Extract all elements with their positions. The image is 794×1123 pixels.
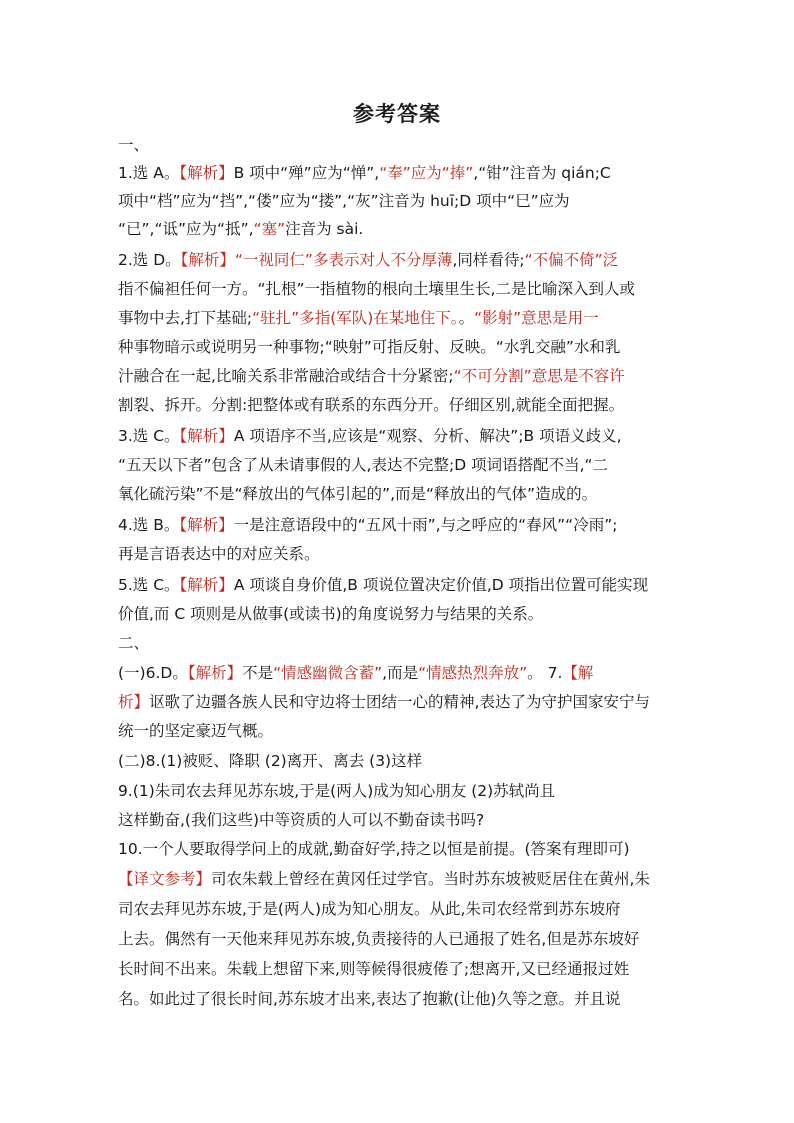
highlight-text: “情感幽微含蓄” [273,664,383,682]
text-line [118,601,693,627]
text-line [118,807,693,833]
text-segment: 二、 [118,634,150,652]
text-segment: 事物中去,打下基础; [118,309,253,327]
text-line [118,689,693,715]
text-segment: 2.选 D。 [118,251,181,269]
text-segment: 氧化硫污染”不是“释放出的气体引起的”,而是“释放出的气体”造成的。 [118,485,598,503]
text-segment: 割裂、拆开。分割:把整体或有联系的东西分开。仔细区别,就能全面把握。 [118,396,625,414]
text-line [118,334,693,360]
text-line [118,452,693,478]
highlight-text: “塞” [253,220,286,238]
highlight-text: “奉”应为“捧” [379,164,474,182]
highlight-text: “不可分割”意思是不容许 [453,367,625,385]
highlight-text: 【解析】 [187,664,243,682]
text-segment: “已”,“诋”应为“抵”, [118,220,254,238]
text-segment: 种事物暗示或说明另一种事物;“映射”可指反射、反映。“水乳交融”水和乳 [118,338,621,356]
text-segment: 统一的坚定豪迈气概。 [118,722,274,740]
text-segment: 一是注意语段中的“五风十雨”,与之呼应的“春风”“冷雨”; [233,516,618,534]
highlight-text: 【解析】 [179,516,234,534]
page-title: 参考答案 [353,102,441,126]
text-line [118,512,693,538]
text-segment: 1.选 A。 [118,164,180,182]
text-segment: B 项中“殚”应为“惮”, [233,164,380,182]
text-segment: A 项语序不当,应该是“观察、分析、解决”;B 项语义歧义, [233,427,622,445]
text-line [118,660,693,686]
text-segment: 一、 [118,136,150,154]
text-line [118,363,693,389]
text-segment: 再是言语表达中的对应关系。 [118,545,320,563]
text-segment: “五天以下者”包含了从未请事假的人,表达不完整;D 项词语搭配不当,“二 [118,456,609,474]
text-segment: 上去。偶然有一天他来拜见苏东坡,负责接待的人已通报了姓名,但是苏东坡好 [118,930,640,948]
highlight-text: 【解析】 [179,576,234,594]
text-segment: A 项谈自身价值,B 项说位置决定价值,D 项指出位置可能实现 [233,576,649,594]
text-line [118,188,693,214]
text-line [118,956,693,982]
text-line [118,247,693,273]
text-line [118,216,693,242]
text-segment: 不是 [242,664,274,682]
text-segment: 汁融合在一起,比喻关系非常融洽或结合十分紧密; [118,367,454,385]
text-line [118,392,693,418]
text-segment: 3.选 C。 [118,427,180,445]
text-line [118,481,693,507]
highlight-text: 析】 [118,693,150,711]
text-line [118,423,693,449]
text-segment: 。 7. [527,664,563,682]
text-line [118,866,693,892]
highlight-text: “影射”意思是用一 [474,309,599,327]
text-segment: 指不偏袒任何一方。“扎根”一指植物的根向土壤里生长,二是比喻深入到人或 [118,280,635,298]
text-segment: 这样勤奋,(我们这些)中等资质的人可以不勤奋读书吗? [118,811,485,829]
highlight-text: “情感热烈奔放” [418,664,528,682]
text-line [118,630,693,656]
highlight-text: 【解析】 [179,427,234,445]
text-segment: ,“钳”注音为 qián;C [473,164,611,182]
text-segment: 价值,而 C 项则是从做事(或读书)的角度说努力与结果的关系。 [118,605,544,623]
highlight-text: 【解 [562,664,594,682]
text-segment: 10.一个人要取得学问上的成就,勤奋好学,持之以恒是前提。(答案有理即可) [118,840,630,858]
text-line [118,718,693,744]
text-segment: ,而是 [382,664,419,682]
highlight-text: “不偏不倚”泛 [524,251,619,269]
text-line [118,778,693,804]
text-segment: 司农朱载上曾经在黄冈任过学官。当时苏东坡被贬居住在黄州,朱 [211,870,650,888]
text-segment: (一)6.D。 [118,664,188,682]
text-segment: 长时间不出来。朱载上想留下来,则等候得很疲倦了;想离开,又已经通报过姓 [118,960,630,978]
text-segment: 司农去拜见苏东坡,于是(两人)成为知心朋友。从此,朱司农经常到苏东坡府 [118,900,621,918]
text-segment: 。 [458,309,475,327]
text-line [118,572,693,598]
text-segment: 讴歌了边疆各族人民和守边将士团结一心的精神,表达了为守护国家安宁与 [149,693,650,711]
text-line [118,926,693,952]
text-line [118,836,693,862]
text-segment: (二)8.(1)被贬、降职 (2)离开、离去 (3)这样 [118,752,423,770]
highlight-text: 【译文参考】 [118,870,212,888]
text-segment: 项中“档”应为“挡”,“偻”应为“搂”,“灰”注音为 huī;D 项中“巳”应为 [118,192,570,210]
text-line [118,132,693,158]
text-segment: 注音为 sài. [285,220,364,238]
text-segment: 4.选 B。 [118,516,180,534]
text-line [118,276,693,302]
text-segment: 9.(1)朱司农去拜见苏东坡,于是(两人)成为知心朋友 (2)苏轼尚且 [118,782,556,800]
text-line [118,896,693,922]
text-segment: 5.选 C。 [118,576,180,594]
text-line [118,986,693,1012]
text-segment: 名。如此过了很长时间,苏东坡才出来,表达了抱歉(让他)久等之意。并且说 [118,990,621,1008]
text-segment: ,同样看待; [452,251,525,269]
text-line [118,748,693,774]
highlight-text: “驻扎”多指(军队)在某地住下。 [252,309,459,327]
text-line [118,305,693,331]
text-line [118,541,693,567]
highlight-text: 【解析】“一视同仁”多表示对人不分厚薄 [180,251,453,269]
text-line [118,160,693,186]
highlight-text: 【解析】 [179,164,234,182]
